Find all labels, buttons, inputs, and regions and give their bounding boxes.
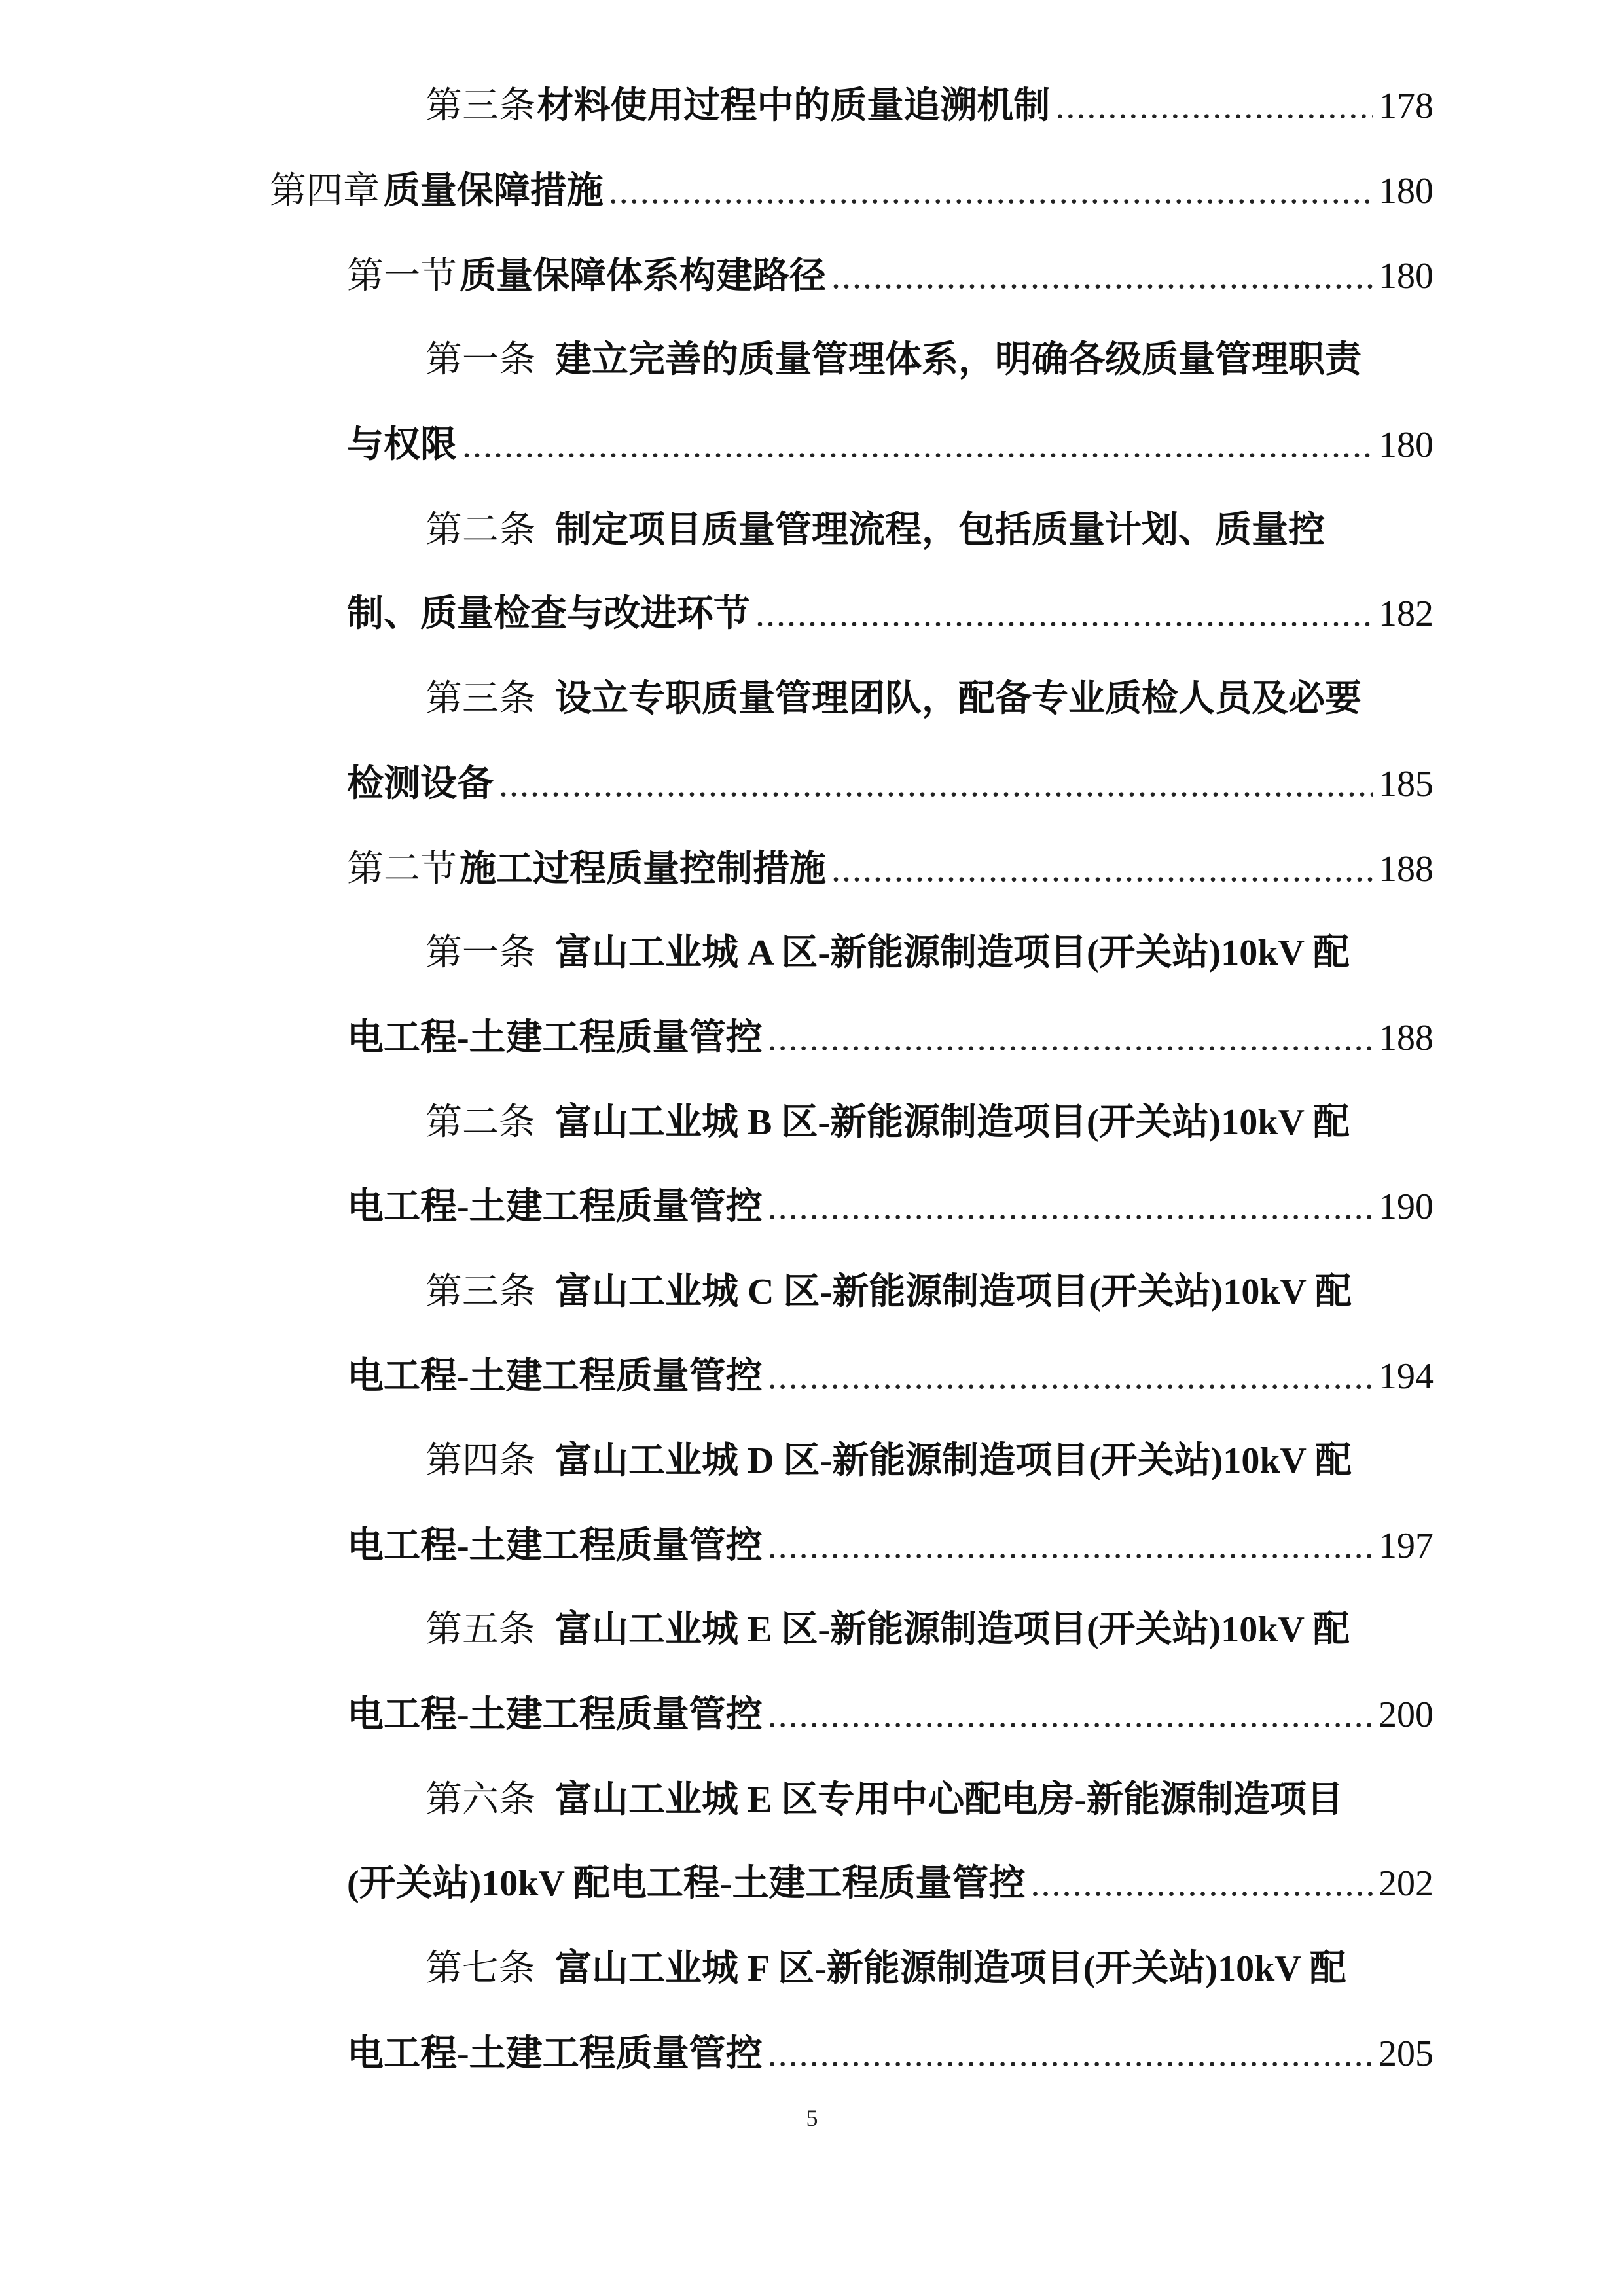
toc-entry-label: 第四条: [425, 1441, 535, 1481]
toc-entry-title: 材料使用过程中的质量追溯机制: [537, 86, 1051, 126]
toc-entry-title-cont: (开关站)10kV 配电工程-土建工程质量管控: [347, 1863, 1026, 1904]
toc-entry-title: 富山工业城 E 区专用中心配电房-新能源制造项目: [555, 1780, 1343, 1820]
toc-entry[interactable]: [347, 836, 1434, 902]
toc-entry-title-cont: 电工程-土建工程质量管控: [347, 1695, 763, 1735]
dot-leader: [462, 412, 1373, 478]
toc-entry-continuation[interactable]: [347, 1344, 1434, 1409]
toc-entry-label: 第三条: [425, 679, 535, 719]
toc-entry-title-cont: 检测设备: [347, 764, 494, 804]
dot-leader: [499, 751, 1373, 817]
toc-entry-title: 质量保障体系构建路径: [460, 256, 827, 296]
toc-entry-title: 质量保障措施: [383, 171, 604, 211]
toc-entry-first-line[interactable]: [425, 1259, 1434, 1325]
dot-leader: [1055, 73, 1373, 139]
toc-entry-label: 第三条: [425, 1272, 535, 1312]
toc-page-number: 197: [1379, 1526, 1434, 1566]
toc-entry-label: 第五条: [425, 1609, 535, 1650]
toc-entry-continuation[interactable]: [347, 1851, 1434, 1916]
toc-page-number: 185: [1379, 764, 1434, 804]
toc-entry-title-cont: 电工程-土建工程质量管控: [347, 2034, 763, 2074]
toc-page-number: 188: [1379, 849, 1434, 889]
toc-entry[interactable]: [347, 243, 1434, 309]
toc-page-number: 180: [1379, 171, 1434, 211]
dot-leader: [831, 243, 1373, 309]
toc-entry-label: 第二条: [425, 510, 535, 550]
toc-page-number: 180: [1379, 425, 1434, 465]
toc-entry-first-line[interactable]: [425, 1428, 1434, 1494]
dot-leader: [755, 581, 1373, 647]
toc-entry-continuation[interactable]: [347, 2021, 1434, 2087]
toc-entry-title: 制定项目质量管理流程，包括质量计划、质量控: [555, 510, 1325, 550]
page-number: 5: [806, 2105, 818, 2131]
toc-entry-continuation[interactable]: [347, 1682, 1434, 1748]
toc-entry-label: 第二条: [425, 1102, 535, 1143]
dot-leader: [768, 1344, 1373, 1409]
toc-page-number: 180: [1379, 256, 1434, 296]
dot-leader: [831, 836, 1373, 902]
toc-entry-first-line[interactable]: [425, 1090, 1434, 1155]
toc-entry-title-cont: 电工程-土建工程质量管控: [347, 1526, 763, 1566]
toc-page-number: 188: [1379, 1018, 1434, 1058]
toc-entry-title-cont: 电工程-土建工程质量管控: [347, 1356, 763, 1397]
toc-entry-continuation[interactable]: [347, 751, 1434, 817]
toc-entry-continuation[interactable]: [347, 412, 1434, 478]
dot-leader: [768, 2021, 1373, 2087]
toc-entry-title: 施工过程质量控制措施: [460, 849, 827, 889]
toc-entry-label: 第三条: [425, 86, 535, 126]
toc-entry-continuation[interactable]: [347, 1513, 1434, 1579]
toc-entry-first-line[interactable]: [425, 1767, 1434, 1833]
toc-entry-label: 第二节: [347, 849, 457, 889]
dot-leader: [1031, 1851, 1373, 1916]
toc-entry-first-line[interactable]: [425, 327, 1434, 393]
toc-page-number: 194: [1379, 1356, 1434, 1397]
toc-page-number: 205: [1379, 2034, 1434, 2074]
toc-entry-title: 富山工业城 C 区-新能源制造项目(开关站)10kV 配: [555, 1272, 1352, 1312]
toc-entry-first-line[interactable]: [425, 1597, 1434, 1662]
toc-page-number: 178: [1379, 86, 1434, 126]
toc-entry-title: 富山工业城 A 区-新能源制造项目(开关站)10kV 配: [555, 933, 1350, 973]
toc-entry-title-cont: 与权限: [347, 425, 457, 465]
toc-page-number: 200: [1379, 1695, 1434, 1735]
toc-page-number: 202: [1379, 1863, 1434, 1904]
toc-entry-continuation[interactable]: [347, 581, 1434, 647]
dot-leader: [768, 1513, 1373, 1579]
toc-entry-title: 设立专职质量管理团队，配备专业质检人员及必要: [555, 679, 1362, 719]
toc-entry-title: 富山工业城 B 区-新能源制造项目(开关站)10kV 配: [555, 1102, 1350, 1143]
toc-entry-label: 第一条: [425, 340, 535, 380]
dot-leader: [768, 1174, 1373, 1240]
toc-entry-title-cont: 制、质量检查与改进环节: [347, 594, 750, 634]
toc-entry-continuation[interactable]: [347, 1174, 1434, 1240]
toc-entry-first-line[interactable]: [425, 497, 1434, 563]
toc-entry[interactable]: [425, 73, 1434, 139]
toc-page-number: 190: [1379, 1187, 1434, 1227]
toc-entry-title: 富山工业城 D 区-新能源制造项目(开关站)10kV 配: [555, 1441, 1352, 1481]
dot-leader: [768, 1005, 1373, 1071]
toc-entry-title: 建立完善的质量管理体系，明确各级质量管理职责: [555, 340, 1362, 380]
toc-entry-title: 富山工业城 E 区-新能源制造项目(开关站)10kV 配: [555, 1609, 1350, 1650]
toc-entry-title: 富山工业城 F 区-新能源制造项目(开关站)10kV 配: [555, 1948, 1346, 1989]
dot-leader: [768, 1682, 1373, 1748]
toc-entry-label: 第四章: [270, 171, 380, 211]
toc-page-number: 182: [1379, 594, 1434, 634]
toc-entry-label: 第六条: [425, 1780, 535, 1820]
toc-entry-first-line[interactable]: [425, 920, 1434, 986]
toc-entry-continuation[interactable]: [347, 1005, 1434, 1071]
dot-leader: [609, 158, 1373, 224]
toc-entry-label: 第一条: [425, 933, 535, 973]
toc-entry[interactable]: [270, 158, 1434, 224]
toc-entry-first-line[interactable]: [425, 666, 1434, 732]
toc-entry-label: 第一节: [347, 256, 457, 296]
toc-entry-title-cont: 电工程-土建工程质量管控: [347, 1187, 763, 1227]
toc-entry-first-line[interactable]: [425, 1936, 1434, 2001]
toc-entry-title-cont: 电工程-土建工程质量管控: [347, 1018, 763, 1058]
toc-entry-label: 第七条: [425, 1948, 535, 1989]
